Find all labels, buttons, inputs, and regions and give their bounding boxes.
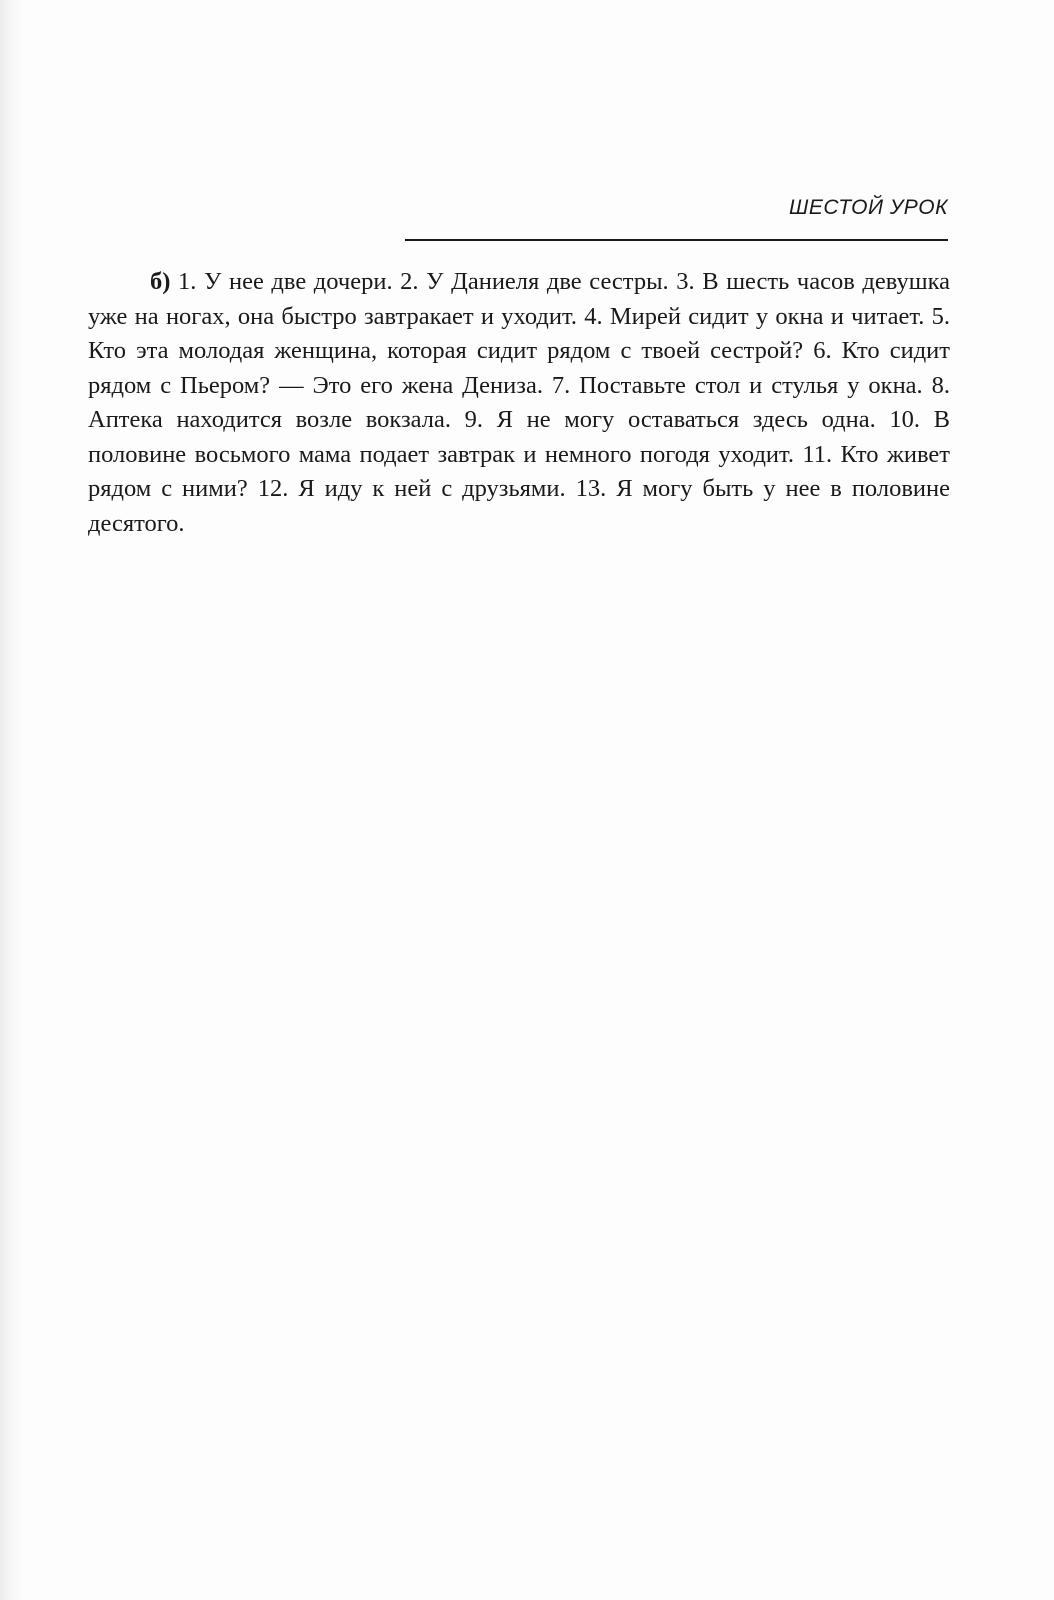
exercise-paragraph bbox=[88, 265, 950, 541]
exercise-label: б) bbox=[150, 268, 171, 295]
scan-shadow-edge bbox=[0, 0, 24, 1600]
running-header: ШЕСТОЙ УРОК bbox=[788, 196, 948, 219]
header-rule bbox=[405, 239, 948, 241]
exercise-text: 1. У нее две дочери. 2. У Даниеля две сестры. 3. В шесть часов девушка уже на ногах, она быстро завтракает и уходит. 4. Мирей сидит у окна и читает. 5. Кто эта молодая женщина, которая сидит рядом с твоей сестрой? 6. Кто сидит рядом с Пьером? — Это его жена Дениза. 7. Поставьте стол и стулья у окна. 8. Аптека находится возле вокзала. 9. Я не могу оставаться здесь одна. 10. В половине восьмого мама подает завтрак и немного погодя уходит. 11. Кто живет рядом с ними? 12. Я иду к ней с друзьями. 13. Я могу быть у нее в половине десятого. bbox=[88, 268, 950, 537]
